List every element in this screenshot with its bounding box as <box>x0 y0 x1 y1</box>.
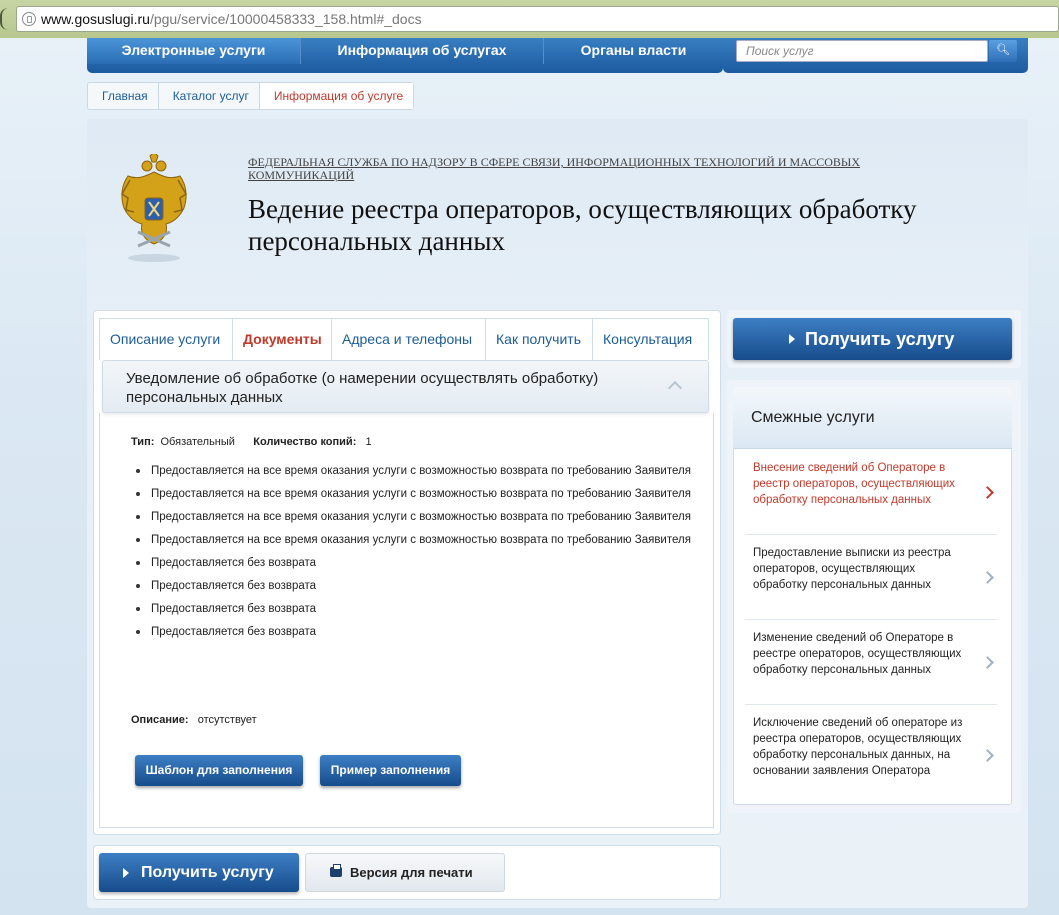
copies-value: 1 <box>365 436 372 448</box>
tab-documents[interactable]: Документы <box>233 318 332 360</box>
breadcrumb <box>87 82 414 110</box>
search-panel <box>723 38 1028 73</box>
copies-label: Количество копий: <box>253 436 357 448</box>
type-value: Обязательный <box>160 436 235 448</box>
related-service-link[interactable]: Исключение сведений об операторе из реестра операторов, осуществляющих обработку персональных данных, на основании заявления Оператора <box>753 717 963 777</box>
breadcrumb-catalog[interactable]: Каталог услуг <box>159 83 260 109</box>
nav-electronic-services[interactable]: Электронные услуги <box>87 38 300 64</box>
related-service-link[interactable]: Предоставление выписки из реестра операторов, осуществляющих обработку персональных данных <box>753 547 951 591</box>
list-item: Предоставляется без возврата <box>131 624 691 640</box>
document-meta <box>131 436 372 448</box>
browser-toolbar <box>0 0 1059 38</box>
document-title: Уведомление об обработке (о намерении осуществлять обработку) персональных данных <box>126 370 599 406</box>
list-item: Предоставляется на все время оказания услуги с возможностью возврата по требованию Заявителя <box>131 509 691 525</box>
main-navigation <box>87 38 723 73</box>
related-service-link[interactable]: Внесение сведений об Операторе в реестр операторов, осуществляющих обработку персональных данных <box>753 462 955 506</box>
url-path: /pgu/service/10000458333_158.html#_docs <box>149 11 422 27</box>
tab-consultation[interactable]: Консультация <box>593 318 709 360</box>
document-conditions-list <box>131 463 691 647</box>
related-services-heading: Смежные услуги <box>733 387 1012 449</box>
address-bar[interactable] <box>16 6 1059 32</box>
search-input[interactable]: Поиск услуг <box>736 40 988 62</box>
example-button[interactable]: Пример заполнения <box>320 755 461 786</box>
tab-how-to-get[interactable]: Как получить <box>486 318 593 360</box>
page-title: Ведение реестра операторов, осуществляющих обработку персональных данных <box>248 194 917 256</box>
agency-emblem-icon <box>118 154 190 264</box>
get-service-button[interactable]: Получить услугу <box>733 318 1012 360</box>
description-value: отсутствует <box>197 714 257 726</box>
tab-addresses[interactable]: Адреса и телефоны <box>332 318 486 360</box>
nav-service-info[interactable]: Информация об услугах <box>300 38 543 64</box>
print-version-label: Версия для печати <box>350 865 473 880</box>
agency-link[interactable]: ФЕДЕРАЛЬНАЯ СЛУЖБА ПО НАДЗОРУ В СФЕРЕ СВЯЗИ, ИНФОРМАЦИОННЫХ ТЕХНОЛОГИЙ И МАССОВЫХ КОММУНИКАЦИЙ <box>248 155 861 182</box>
document-description <box>131 714 257 726</box>
list-item: Предоставляется на все время оказания услуги с возможностью возврата по требованию Заявителя <box>131 532 691 548</box>
search-button[interactable] <box>989 40 1017 62</box>
printer-icon <box>330 867 342 877</box>
nav-authorities[interactable]: Органы власти <box>543 38 723 64</box>
divider <box>745 619 997 620</box>
service-tabs <box>99 318 709 360</box>
divider <box>745 704 997 705</box>
search-icon: 🔍︎ <box>996 44 1010 56</box>
get-service-button-bottom[interactable]: Получить услугу <box>99 853 299 892</box>
breadcrumb-home[interactable]: Главная <box>88 83 159 109</box>
list-item: Предоставляется без возврата <box>131 578 691 594</box>
tab-description[interactable]: Описание услуги <box>99 318 233 360</box>
divider <box>745 534 997 535</box>
template-button[interactable]: Шаблон для заполнения <box>135 755 303 786</box>
related-service-link[interactable]: Изменение сведений об Операторе в реестре операторов, осуществляющих обработку персональных данных <box>753 632 962 676</box>
list-item: Предоставляется на все время оказания услуги с возможностью возврата по требованию Заявителя <box>131 463 691 479</box>
description-label: Описание: <box>131 714 189 726</box>
type-label: Тип: <box>131 436 155 448</box>
breadcrumb-current: Информация об услуге <box>260 83 413 109</box>
back-button-edge[interactable] <box>0 8 10 30</box>
list-item: Предоставляется без возврата <box>131 601 691 617</box>
url-host: www.gosuslugi.ru <box>41 11 150 27</box>
document-header[interactable] <box>102 360 709 413</box>
page-info-icon[interactable] <box>22 12 36 26</box>
print-version-button[interactable] <box>305 853 505 892</box>
chevron-up-icon[interactable] <box>668 381 682 395</box>
list-item: Предоставляется на все время оказания услуги с возможностью возврата по требованию Заявителя <box>131 486 691 502</box>
list-item: Предоставляется без возврата <box>131 555 691 571</box>
